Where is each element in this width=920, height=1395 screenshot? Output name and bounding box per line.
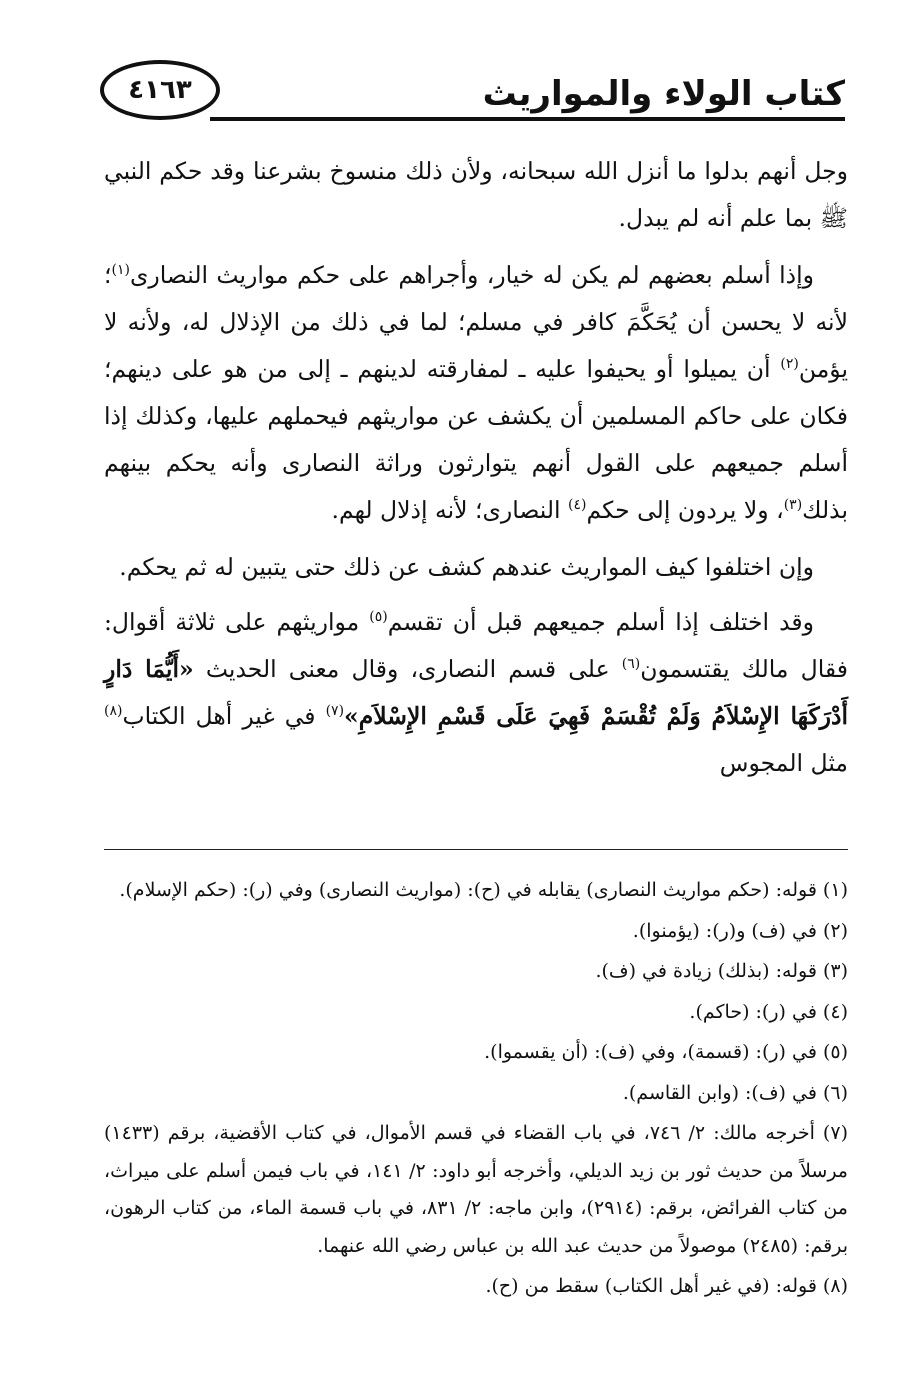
paragraph-2 [104, 252, 848, 534]
footnote-5: (٥) في (ر): (قسمة)، وفي (ف): (أن يقسموا). [484, 1041, 848, 1063]
page-number-frame [100, 60, 220, 120]
paragraph-2-part-d: ، ولا يردون إلى حكم [586, 496, 784, 524]
page-number: ٤١٦٣ [128, 75, 192, 105]
footnote-ref-3: (٣) [783, 497, 803, 514]
footnote-ref-4: (٤) [568, 497, 587, 514]
paragraph-2-part-e: النصارى؛ لأنه إذلال لهم. [331, 496, 568, 524]
footnote-ref-2: (٢) [780, 356, 799, 373]
footnote-2: (٢) في (ف) و(ر): (يؤمنوا). [632, 919, 848, 942]
paragraph-2-part-b: ؛ لأنه لا يحسن أن يُحَكَّمَ كافر في مسلم؛ لما في ذلك من الإذلال له، ولأنه لا يؤمن [104, 261, 848, 383]
running-title: كتاب الولاء والمواريث [482, 74, 845, 114]
footnote-6: (٦) في (ف): (وابن القاسم). [622, 1081, 848, 1104]
page-header [100, 60, 845, 126]
paragraph-2-part-a: وإذا أسلم بعضهم لم يكن له خيار، وأجراهم على حكم مواريث النصارى [129, 261, 814, 289]
footnote-ref-6: (٦) [621, 656, 641, 673]
paragraph-1: وجل أنهم بدلوا ما أنزل الله سبحانه، ولأن ذلك منسوخ بشرعنا وقد حكم النبي ﷺ بما علم أنه لم يبدل. [104, 157, 848, 232]
footnote-ref-1: (١) [111, 262, 130, 279]
header-rule [210, 117, 845, 121]
paragraph-4-part-b: مواريثهم على ثلاثة أقوال: فقال مالك يقتسمون [104, 608, 849, 683]
footnote-ref-5: (٥) [369, 609, 388, 626]
hadith-quote: «أَيُّمَا دَارٍ أَدْرَكَهَا الإِسْلاَمُ وَلَمْ تُقْسَمْ فَهِيَ عَلَى قَسْمِ الإِسْلاَمِ» [104, 655, 848, 730]
paragraph-2-part-c: أن يميلوا أو يحيفوا عليه ـ لمفارقته لدينهم ـ إلى من هو على دينهم؛ فكان على حاكم المسلمين أن يكشف عن مواريثهم فيحملهم عليها، وكذلك إذا أسلم جميعهم على القول أنهم يتوارثون وراثة النصارى وأنه يحكم بينهم بذلك [104, 355, 848, 524]
footnote-4: (٤) في (ر): (حاكم). [689, 1000, 848, 1023]
paragraph-4-part-d: في غير أهل الكتاب [122, 702, 326, 730]
footnote-ref-8: (٨) [104, 703, 123, 720]
footnote-ref-7: (٧) [325, 703, 345, 720]
paragraph-3: وإن اختلفوا كيف المواريث عندهم كشف عن ذلك حتى يتبين له ثم يحكم. [119, 553, 814, 581]
footnote-7: (٧) أخرجه مالك: ٢/ ٧٤٦، في باب القضاء في قسم الأموال، في كتاب الأقضية، برقم (١٤٣٣) مرسلاً من حديث ثور بن زيد الديلي، وأخرجه أبو داود: ٢/ ١٤١، في باب فيمن أسلم على ميراث، من كتاب الفرائض، برقم: (٢٩١٤)، وابن ماجه: ٢/ ٨٣١، في باب قسمة الماء، من كتاب الرهون، برقم: (٢٤٨٥) موصولاً من حديث عبد الله بن عباس رضي الله عنهما. [104, 1122, 848, 1257]
footnote-1: (١) قوله: (حكم مواريث النصارى) يقابله في (ح): (مواريث النصارى) وفي (ر): (حكم الإسلام). [119, 879, 848, 901]
main-text [104, 148, 848, 797]
footnote-divider [104, 849, 848, 850]
paragraph-4-part-c: على قسم النصارى، وقال معنى الحديث [193, 655, 622, 683]
footnote-8: (٨) قوله: (في غير أهل الكتاب) سقط من (ح). [485, 1275, 848, 1297]
paragraph-4 [104, 599, 848, 787]
paragraph-4-part-e: مثل المجوس [719, 749, 848, 777]
paragraph-4-part-a: وقد اختلف إذا أسلم جميعهم قبل أن تقسم [387, 608, 814, 636]
footnote-3: (٣) قوله: (بذلك) زيادة في (ف). [595, 960, 848, 982]
footnotes [104, 872, 848, 1309]
